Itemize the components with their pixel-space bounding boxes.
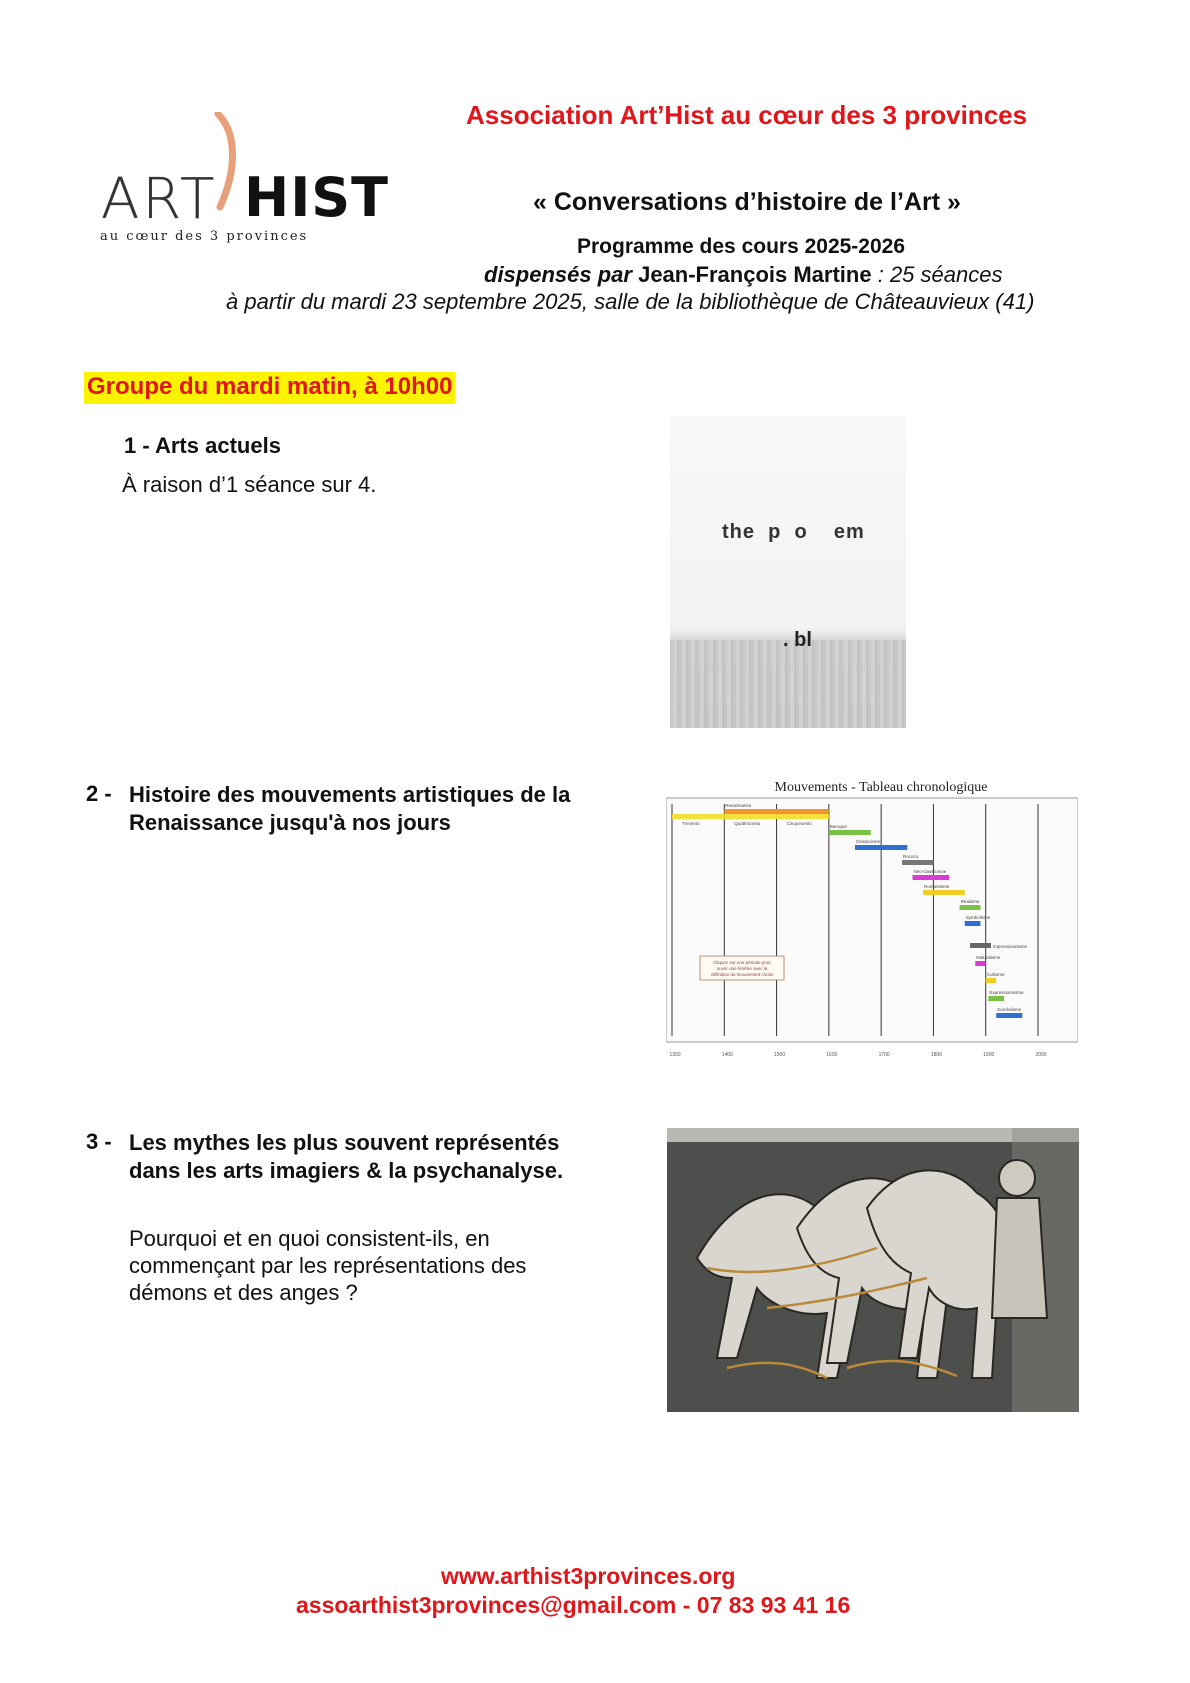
chart-bar-label: Néo-classicisme xyxy=(913,869,947,874)
chart-bar-label: Cubisme xyxy=(986,972,1005,977)
chart-bar-label: Cinquecento xyxy=(786,821,812,826)
association-title: Association Art’Hist au cœur des 3 provinces xyxy=(466,100,1028,130)
chart-frame xyxy=(666,798,1078,1042)
start-info: à partir du mardi 23 septembre 2025, salle de la bibliothèque de Châteauvieux (41) xyxy=(226,289,1035,314)
section-2-title: Histoire des mouvements artistiques de la Renaissance jusqu'à nos jours xyxy=(129,782,571,835)
chart-bar-symbolisme[interactable] xyxy=(965,921,981,926)
chart-bar-r-alisme[interactable] xyxy=(960,905,981,910)
movements-chart xyxy=(666,778,1078,1064)
chart-bar-label: Rococo xyxy=(903,854,919,859)
chart-bar-label: Impressionnisme xyxy=(992,944,1027,949)
teacher-line xyxy=(484,262,1002,288)
group-heading: Groupe du mardi matin, à 10h00 xyxy=(84,372,455,404)
logo-tagline: au cœur des 3 provinces xyxy=(100,229,309,244)
poem-artwork-image xyxy=(670,416,906,728)
footer-contact: assoarthist3provinces@gmail.com - 07 83 93 41 16 xyxy=(296,1592,851,1618)
chart-bar-impressionnisme[interactable] xyxy=(970,943,991,948)
taught-by-label: dispensés par xyxy=(484,262,632,287)
section-3-text: Pourquoi et en quoi consistent-ils, en commençant par les représentations des démons et des anges ? xyxy=(129,1226,527,1305)
chart-tick-label: 1400 xyxy=(721,1052,733,1058)
section-2-number: 2 - xyxy=(86,781,112,806)
chart-bar-romantisme[interactable] xyxy=(923,890,965,895)
chart-bar-trecento[interactable] xyxy=(672,814,724,819)
chart-bar-label: Quattrocento xyxy=(734,821,761,826)
chart-bar-label: Classicisme xyxy=(856,839,881,844)
chart-bar-cubisme[interactable] xyxy=(986,978,996,983)
section-1-heading xyxy=(124,433,281,459)
section-3-title: Les mythes les plus souvent représentés dans les arts imagiers & la psychanalyse. xyxy=(129,1130,564,1183)
chart-tick-label: 1900 xyxy=(983,1052,995,1058)
chart-bar-label: Baroque xyxy=(829,824,847,829)
floor-texture xyxy=(670,640,906,728)
chart-bar-surr-alisme[interactable] xyxy=(996,1013,1022,1018)
chart-bar-label: Réalisme xyxy=(960,899,980,904)
chart-bar-classicisme[interactable] xyxy=(855,845,907,850)
chart-bar-baroque[interactable] xyxy=(829,830,871,835)
chart-bar-naturalisme[interactable] xyxy=(975,961,985,966)
chart-tick-label: 1600 xyxy=(826,1052,838,1058)
section-3-number: 3 - xyxy=(86,1129,112,1154)
chart-note: Cliquez sur une période pour ouvrir une fenêtre avec la définition du mouvement choisi xyxy=(711,960,773,977)
chart-bar-label: Naturalisme xyxy=(976,955,1001,960)
chart-bar-label: Symbolisme xyxy=(965,915,991,920)
chart-bar-label: Renaissance xyxy=(725,803,752,808)
poem-line-2: . bl xyxy=(783,629,812,651)
chart-tick-label: 1700 xyxy=(878,1052,890,1058)
chart-svg xyxy=(666,778,1078,1064)
logo-art-text: ART xyxy=(101,167,218,232)
chart-title: Mouvements - Tableau chronologique xyxy=(774,780,988,795)
chart-tick-label: 1300 xyxy=(669,1052,681,1058)
sessions-count: : 25 séances xyxy=(877,262,1003,287)
section-1-number: 1 - xyxy=(124,433,150,458)
chart-bar-renaissance[interactable] xyxy=(724,809,829,814)
series-title: « Conversations d’histoire de l’Art » xyxy=(533,188,961,216)
teacher-name: Jean-François Martine xyxy=(638,262,872,287)
mosaic-illustration xyxy=(667,1128,1079,1412)
arthist-logo xyxy=(96,112,390,252)
chart-bar-label: Trecento xyxy=(682,821,700,826)
poem-line-1: the p o em xyxy=(722,521,865,543)
chart-bar-label: Expressionnisme xyxy=(989,990,1024,995)
chart-bar-label: Surréalisme xyxy=(997,1007,1022,1012)
chart-bar-expressionnisme[interactable] xyxy=(988,996,1004,1001)
logo-hist-text: HIST xyxy=(244,166,390,229)
chart-tick-label: 1800 xyxy=(930,1052,942,1058)
chart-tick-label: 1500 xyxy=(774,1052,786,1058)
section-1-title: Arts actuels xyxy=(154,433,281,458)
program-title: Programme des cours 2025-2026 xyxy=(577,235,906,258)
footer-website: www.arthist3provinces.org xyxy=(441,1563,736,1589)
chart-bar-rococo[interactable] xyxy=(902,860,933,865)
chart-bar-quattrocento[interactable] xyxy=(724,814,776,819)
chart-bar-label: Romantisme xyxy=(923,884,950,889)
chariot-mosaic-image xyxy=(667,1128,1079,1412)
section-1-text: À raison d’1 séance sur 4. xyxy=(122,472,377,497)
chart-tick-label: 2000 xyxy=(1035,1052,1047,1058)
chart-bar-cinquecento[interactable] xyxy=(777,814,829,819)
chart-bar-n-o-classicisme[interactable] xyxy=(913,875,950,880)
